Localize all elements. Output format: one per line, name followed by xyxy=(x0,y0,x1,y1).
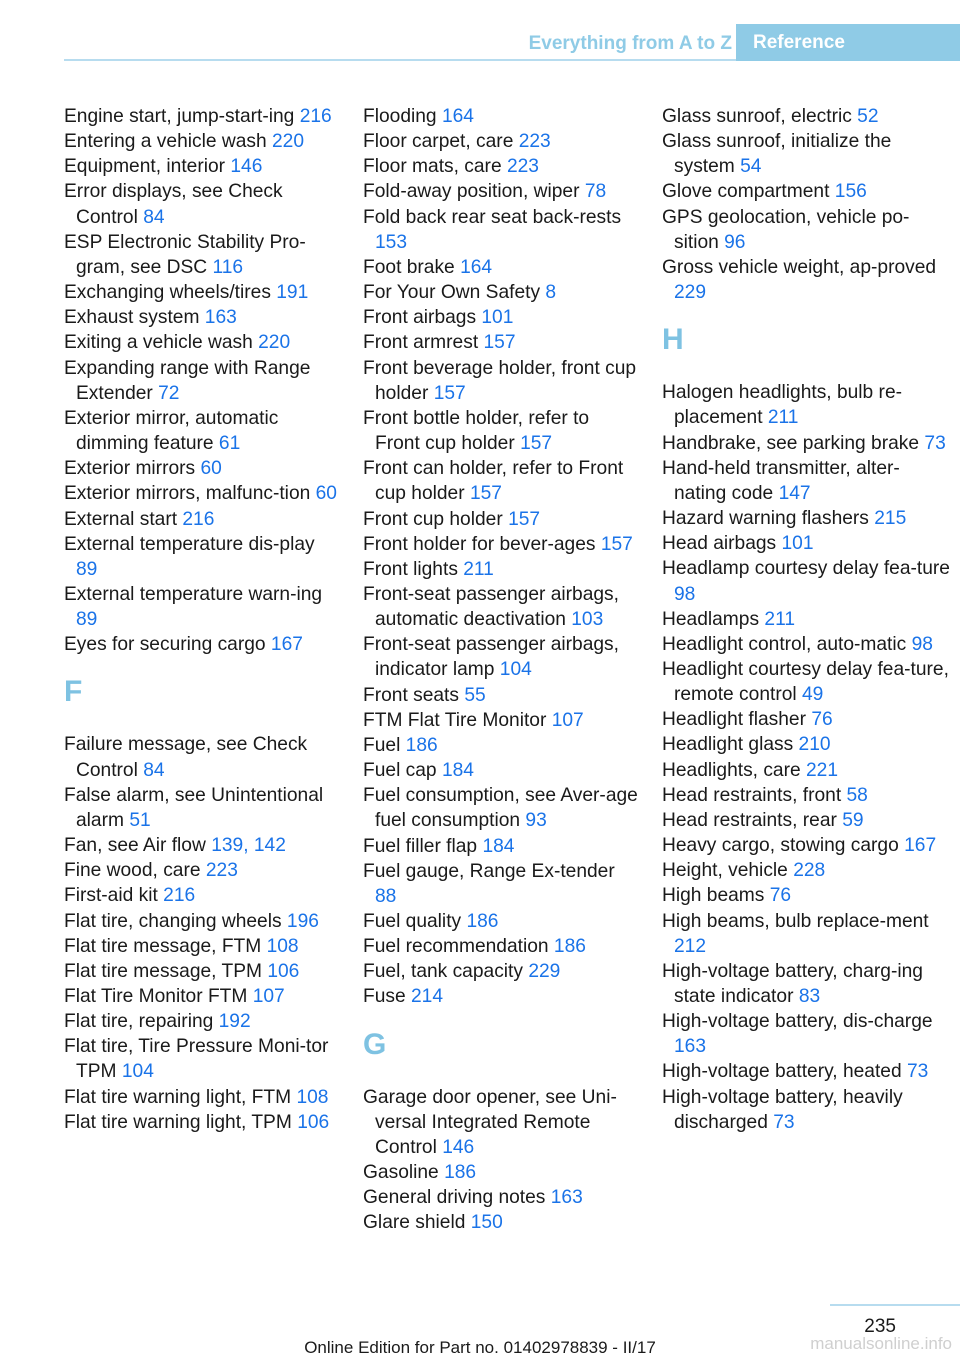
index-entry xyxy=(363,456,638,506)
index-entry-term: FTM Flat Tire Monitor xyxy=(363,709,547,731)
index-entry xyxy=(64,280,339,305)
index-entry-term: Exterior mirrors, malfunc-tion xyxy=(64,483,311,505)
index-entry-term: External temperature dis-play xyxy=(64,533,315,555)
watermark: manualsonline.info xyxy=(810,1334,952,1353)
index-letter-heading: G xyxy=(363,1027,387,1061)
index-entry-page-link[interactable]: 73 xyxy=(924,432,946,454)
index-entry-page-link[interactable]: 89 xyxy=(76,558,98,580)
index-entry-term: Headlamps xyxy=(662,608,760,630)
index-entry xyxy=(662,1009,952,1059)
index-entry-page-link[interactable]: 107 xyxy=(252,986,285,1007)
index-entry-term: Headlamp courtesy delay fea-ture xyxy=(662,558,950,580)
index-entry-page-link[interactable]: 214 xyxy=(411,986,444,1008)
index-entry-page-link[interactable]: 196 xyxy=(286,910,319,932)
index-entry-page-link[interactable]: 167 xyxy=(270,634,303,656)
index-entry-term: Front lights xyxy=(363,558,458,580)
index-entry-page-link[interactable]: 107 xyxy=(551,709,584,731)
index-entry-term: Fuse xyxy=(363,986,406,1008)
index-entry xyxy=(363,683,638,708)
index-entry-page-link[interactable]: 186 xyxy=(405,734,438,756)
index-entry xyxy=(662,858,952,883)
index-entry-term: Exterior mirror, automatic dimming feature xyxy=(64,407,279,455)
index-entry-term: Floor carpet, care xyxy=(363,131,514,153)
index-entry-page-link[interactable]: 211 xyxy=(767,407,799,429)
index-entry xyxy=(363,557,638,582)
index-entry xyxy=(662,1059,952,1084)
index-entry xyxy=(363,733,638,758)
index-entry-term: Flat tire, repairing xyxy=(64,1011,214,1033)
index-entry xyxy=(64,104,339,129)
index-entry-page-link[interactable]: 215 xyxy=(874,508,907,530)
index-entry-term: Failure message, see Check Control xyxy=(64,734,308,781)
index-entry-term: Fuel quality xyxy=(363,911,462,932)
index-entry-term: General driving notes xyxy=(363,1187,546,1209)
index-entry xyxy=(64,732,339,782)
index-entry-page-link[interactable]: 156 xyxy=(834,181,867,203)
index-entry xyxy=(64,934,339,959)
index-entry xyxy=(662,205,952,255)
index-entry-term: Gasoline xyxy=(363,1162,439,1184)
index-entry-page-link[interactable]: 157 xyxy=(600,533,633,555)
index-entry xyxy=(662,1085,952,1135)
index-entry-term: Head restraints, rear xyxy=(662,809,837,831)
index-entry xyxy=(363,632,638,682)
index-entry-term: First-aid kit xyxy=(64,885,158,907)
index-entry xyxy=(363,909,638,934)
index-entry-page-link[interactable]: 157 xyxy=(520,433,553,455)
index-entry-term: Handbrake, see parking brake xyxy=(662,432,920,454)
index-entry xyxy=(662,129,952,179)
index-entry-term: Flat tire message, TPM xyxy=(64,960,262,982)
index-entry-page-link[interactable]: 58 xyxy=(846,784,868,806)
index-entry xyxy=(662,506,952,531)
index-entry-page-link[interactable]: 88 xyxy=(375,885,397,907)
index-entry-page-link[interactable]: 223 xyxy=(518,131,551,153)
index-entry xyxy=(64,356,339,406)
index-letter-heading: H xyxy=(662,323,684,357)
index-entry-term: High-voltage battery, heavily discharged xyxy=(662,1086,903,1133)
index-entry-page-link[interactable]: 73 xyxy=(773,1111,795,1133)
index-entry-term: ESP Electronic Stability Pro-gram, see DSC xyxy=(64,231,306,278)
index-entry-term: Glass sunroof, initialize the system xyxy=(662,131,892,178)
index-entry-page-link[interactable]: 157 xyxy=(469,483,502,505)
index-entry-term: High-voltage battery, dis-charge xyxy=(662,1011,933,1033)
index-entry xyxy=(64,1009,339,1034)
index-entry-page-link[interactable]: 51 xyxy=(129,809,151,831)
index-entry xyxy=(363,984,638,1009)
index-column-1 xyxy=(64,104,339,1135)
edition-note: Online Edition for Part no. 01402978839 - II/17 xyxy=(304,1338,656,1357)
index-entry-term: Front-seat passenger airbags, indicator lamp xyxy=(363,634,619,681)
index-entry-term: Exterior mirrors xyxy=(64,458,196,480)
index-entry-term: Entering a vehicle wash xyxy=(64,131,267,153)
index-entry-page-link[interactable]: 76 xyxy=(811,709,833,731)
index-entry xyxy=(363,758,638,783)
index-entry xyxy=(64,959,339,984)
index-entry-term: Head airbags xyxy=(662,533,777,555)
index-entry-page-link[interactable]: 167 xyxy=(904,835,937,857)
index-entry xyxy=(662,833,952,858)
index-entry-page-link[interactable]: 186 xyxy=(466,911,499,932)
index-entry-term: Glove compartment xyxy=(662,181,830,203)
index-entry-term: Headlight courtesy delay fea-ture, remote control xyxy=(662,658,949,706)
index-entry xyxy=(662,959,952,1009)
index-entry xyxy=(662,607,952,632)
index-entry-page-link[interactable]: 96 xyxy=(724,231,746,253)
index-entry-page-link[interactable]: 163 xyxy=(674,1036,707,1058)
index-entry xyxy=(363,104,638,129)
index-entry-term: Flat Tire Monitor FTM xyxy=(64,986,248,1007)
index-entry-page-link[interactable]: 72 xyxy=(158,382,180,404)
index-column-3 xyxy=(662,104,952,1135)
index-entry-page-link[interactable]: 139, 142 xyxy=(211,835,286,857)
index-entry-term: Exhaust system xyxy=(64,307,200,329)
index-entry-page-link[interactable]: 229 xyxy=(528,961,561,983)
index-entry-page-link[interactable]: 210 xyxy=(798,734,831,756)
index-entry xyxy=(363,154,638,179)
index-entry xyxy=(363,129,638,154)
index-entry-page-link[interactable]: 211 xyxy=(764,608,795,630)
index-entry-term: Height, vehicle xyxy=(662,860,788,882)
index-entry-term: Headlight flasher xyxy=(662,709,806,731)
index-entry-term: For Your Own Safety xyxy=(363,282,541,304)
index-entry-term: Fuel filler flap xyxy=(363,835,478,857)
index-entry xyxy=(662,456,952,506)
index-entry xyxy=(363,356,638,406)
index-letter-heading: F xyxy=(64,675,83,709)
index-entry-term: Garage door opener, see Uni-versal Integrated Remote Control xyxy=(363,1086,617,1158)
index-entry-page-link[interactable]: 191 xyxy=(276,282,309,304)
index-entry xyxy=(662,657,952,707)
index-entry-term: Front airbags xyxy=(363,307,477,329)
index-entry-page-link[interactable]: 146 xyxy=(442,1136,475,1158)
index-entry-page-link[interactable]: 73 xyxy=(906,1061,929,1083)
index-entry xyxy=(662,179,952,204)
index-entry-page-link[interactable]: 153 xyxy=(375,231,408,253)
index-entry-page-link[interactable]: 60 xyxy=(315,483,337,505)
index-entry-page-link[interactable]: 101 xyxy=(781,533,814,555)
index-entry-page-link[interactable]: 163 xyxy=(550,1187,583,1209)
index-entry-term: Flat tire warning light, FTM xyxy=(64,1086,292,1108)
index-entry-page-link[interactable]: 61 xyxy=(218,433,241,455)
index-entry-page-link[interactable]: 157 xyxy=(433,382,466,404)
index-entry xyxy=(662,104,952,129)
index-entry-term: Fine wood, care xyxy=(64,860,201,882)
index-entry-term: Foot brake xyxy=(363,256,455,278)
index-entry-term: Fold-away position, wiper xyxy=(363,181,580,203)
index-entry-page-link[interactable]: 54 xyxy=(740,156,762,178)
index-entry-page-link[interactable]: 76 xyxy=(769,885,792,907)
index-entry-page-link[interactable]: 55 xyxy=(464,684,486,706)
index-entry-term: Fuel consumption, see Aver-age fuel consumption xyxy=(363,785,638,832)
index-entry-term: Heavy cargo, stowing cargo xyxy=(662,835,899,857)
index-entry xyxy=(662,732,952,757)
index-entry-page-link[interactable]: 93 xyxy=(525,810,547,832)
index-entry-page-link[interactable]: 164 xyxy=(460,256,493,278)
header-tab: Reference xyxy=(736,24,960,61)
index-entry xyxy=(64,582,339,632)
index-entry-term: Fuel gauge, Range Ex-tender xyxy=(363,860,615,882)
index-entry xyxy=(64,783,339,833)
index-entry-term: Equipment, interior xyxy=(64,156,226,178)
index-entry xyxy=(363,959,638,984)
index-entry-term: Fan, see Air flow xyxy=(64,835,206,857)
index-entry-term: Flat tire, Tire Pressure Moni-tor TPM xyxy=(64,1036,329,1083)
index-entry-page-link[interactable]: 184 xyxy=(441,760,474,782)
index-entry xyxy=(363,1160,638,1185)
index-entry xyxy=(64,456,339,481)
index-entry-term: Flat tire warning light, TPM xyxy=(64,1111,292,1133)
index-entry-term: False alarm, see Unintentional alarm xyxy=(64,784,324,831)
index-entry xyxy=(64,984,339,1009)
index-entry xyxy=(64,129,339,154)
index-entry xyxy=(64,1110,339,1135)
index-entry-page-link[interactable]: 84 xyxy=(143,206,165,228)
index-entry-term: Headlight glass xyxy=(662,734,794,756)
index-entry xyxy=(662,531,952,556)
index-entry-term: GPS geolocation, vehicle po-sition xyxy=(662,206,910,253)
index-entry-page-link[interactable]: 89 xyxy=(76,609,98,631)
index-entry xyxy=(363,783,638,833)
index-entry-page-link[interactable]: 186 xyxy=(553,936,586,958)
index-entry xyxy=(662,431,952,456)
index-entry xyxy=(363,532,638,557)
index-entry-page-link[interactable]: 106 xyxy=(267,960,300,982)
index-entry-term: Fold back rear seat back-rests xyxy=(363,206,622,228)
index-entry-term: Front bottle holder, refer to Front cup holder xyxy=(363,407,590,455)
index-entry-term: Head restraints, front xyxy=(662,784,842,806)
index-entry-page-link[interactable]: 146 xyxy=(230,156,263,178)
index-entry-page-link[interactable]: 98 xyxy=(911,633,933,655)
index-entry-term: Flat tire, changing wheels xyxy=(64,910,282,932)
index-entry xyxy=(363,280,638,305)
index-entry-term: Front cup holder xyxy=(363,508,503,530)
index-entry-page-link[interactable]: 157 xyxy=(483,332,516,354)
index-entry-page-link[interactable]: 108 xyxy=(296,1086,329,1108)
index-entry-page-link[interactable]: 192 xyxy=(218,1011,251,1033)
index-entry xyxy=(662,556,952,606)
index-entry xyxy=(662,883,952,908)
index-entry xyxy=(662,707,952,732)
index-entry xyxy=(64,883,339,908)
index-entry xyxy=(64,406,339,456)
index-entry xyxy=(363,179,638,204)
index-entry xyxy=(363,934,638,959)
index-entry-page-link[interactable]: 220 xyxy=(272,131,305,153)
index-entry xyxy=(64,909,339,934)
page-number: 235 xyxy=(864,1316,896,1337)
index-entry-page-link[interactable]: 101 xyxy=(481,307,514,329)
index-entry xyxy=(64,632,339,657)
index-entry-page-link[interactable]: 150 xyxy=(470,1212,503,1234)
index-entry xyxy=(64,305,339,330)
index-entry-page-link[interactable]: 216 xyxy=(163,885,196,907)
index-entry-term: Headlights, care xyxy=(662,759,801,781)
index-entry-page-link[interactable]: 229 xyxy=(674,282,707,304)
index-entry xyxy=(363,708,638,733)
index-entry-term: Glass sunroof, electric xyxy=(662,106,852,127)
index-entry-term: Front-seat passenger airbags, automatic deactivation xyxy=(363,583,619,631)
index-entry xyxy=(363,255,638,280)
index-entry-page-link[interactable]: 184 xyxy=(482,835,515,857)
index-entry-page-link[interactable]: 220 xyxy=(258,332,291,354)
index-entry-page-link[interactable]: 49 xyxy=(801,684,824,706)
index-entry xyxy=(64,154,339,179)
index-entry-page-link[interactable]: 60 xyxy=(200,458,222,480)
index-column-2 xyxy=(363,104,638,1236)
index-entry-term: Halogen headlights, bulb re-placement xyxy=(662,382,903,429)
index-entry-term: Flooding xyxy=(363,106,437,127)
index-entry-term: High beams xyxy=(662,885,765,907)
index-entry-page-link[interactable]: 157 xyxy=(508,508,541,530)
index-entry-page-link[interactable]: 221 xyxy=(806,759,839,781)
index-entry-term: Hazard warning flashers xyxy=(662,508,869,530)
index-entry xyxy=(363,1185,638,1210)
index-entry xyxy=(363,406,638,456)
index-entry-page-link[interactable]: 106 xyxy=(297,1111,330,1133)
index-entry-page-link[interactable]: 223 xyxy=(506,156,539,178)
index-entry xyxy=(363,582,638,632)
index-entry xyxy=(363,305,638,330)
index-entry-term: Floor mats, care xyxy=(363,156,502,178)
index-entry-term: Fuel, tank capacity xyxy=(363,961,523,983)
index-entry-term: Flat tire message, FTM xyxy=(64,935,262,957)
index-entry-page-link[interactable]: 211 xyxy=(463,558,494,580)
index-entry-term: Gross vehicle weight, ap-proved xyxy=(662,256,937,278)
index-entry-term: Fuel xyxy=(363,734,401,756)
index-entry xyxy=(64,1034,339,1084)
index-entry-page-link[interactable]: 78 xyxy=(584,181,607,203)
index-entry xyxy=(363,205,638,255)
index-entry xyxy=(662,783,952,808)
index-entry-page-link[interactable]: 116 xyxy=(212,256,244,278)
index-entry xyxy=(64,833,339,858)
index-entry xyxy=(64,481,339,506)
index-entry xyxy=(363,1210,638,1235)
index-entry-page-link[interactable]: 163 xyxy=(204,307,237,329)
index-entry-page-link[interactable]: 108 xyxy=(266,935,299,957)
index-entry-page-link[interactable]: 147 xyxy=(778,482,811,504)
index-entry xyxy=(64,330,339,355)
index-entry xyxy=(363,330,638,355)
index-entry xyxy=(662,632,952,657)
header-section-title: Everything from A to Z xyxy=(528,33,732,54)
index-entry xyxy=(662,380,952,430)
index-entry-page-link[interactable]: 216 xyxy=(299,106,332,127)
index-entry xyxy=(662,909,952,959)
index-entry-page-link[interactable]: 83 xyxy=(798,986,821,1007)
index-entry-term: External temperature warn-ing xyxy=(64,583,323,605)
index-entry-page-link[interactable]: 98 xyxy=(674,583,696,605)
index-entry-term: Fuel recommendation xyxy=(363,936,549,958)
index-entry-term: Glare shield xyxy=(363,1212,466,1234)
index-entry-page-link[interactable]: 84 xyxy=(143,759,165,781)
index-entry xyxy=(64,179,339,229)
index-entry-term: Front armrest xyxy=(363,332,479,354)
footer-rule xyxy=(830,1304,960,1306)
index-entry-term: Front seats xyxy=(363,684,459,706)
index-entry-term: External start xyxy=(64,508,178,530)
index-entry-term: High-voltage battery, charg-ing state indicator xyxy=(662,960,923,1007)
index-entry xyxy=(64,507,339,532)
index-entry-term: Eyes for securing cargo xyxy=(64,634,266,656)
index-entry-page-link[interactable]: 164 xyxy=(441,106,474,127)
index-entry-term: Front can holder, refer to Front cup holder xyxy=(363,458,624,505)
index-entry-term: Error displays, see Check Control xyxy=(64,181,283,228)
index-entry-term: Exchanging wheels/tires xyxy=(64,282,271,304)
index-entry-page-link[interactable]: 52 xyxy=(857,106,879,127)
index-entry xyxy=(64,858,339,883)
index-entry xyxy=(363,859,638,909)
index-entry xyxy=(64,532,339,582)
index-entry-term: Expanding range with Range Extender xyxy=(64,357,311,404)
index-entry xyxy=(363,1085,638,1160)
index-entry-page-link[interactable]: 104 xyxy=(121,1061,154,1083)
index-entry-page-link[interactable]: 8 xyxy=(545,282,557,304)
index-entry-term: Front holder for bever-ages xyxy=(363,533,596,555)
index-entry-page-link[interactable]: 212 xyxy=(674,935,707,957)
index-entry xyxy=(662,758,952,783)
index-entry xyxy=(64,230,339,280)
index-entry xyxy=(363,834,638,859)
index-entry-page-link[interactable]: 103 xyxy=(571,609,604,631)
index-entry-page-link[interactable]: 216 xyxy=(182,508,215,530)
index-entry-page-link[interactable]: 59 xyxy=(842,809,864,831)
index-entry xyxy=(363,507,638,532)
index-entry-term: Front beverage holder, front cup holder xyxy=(363,357,637,404)
index-entry-page-link[interactable]: 104 xyxy=(499,659,532,681)
index-entry xyxy=(64,1085,339,1110)
index-entry-term: Exiting a vehicle wash xyxy=(64,332,253,354)
index-entry-term: High-voltage battery, heated xyxy=(662,1061,902,1083)
index-entry-page-link[interactable]: 223 xyxy=(205,860,238,882)
index-entry xyxy=(662,255,952,305)
index-entry-page-link[interactable]: 186 xyxy=(444,1162,477,1184)
index-entry-term: Headlight control, auto-matic xyxy=(662,633,907,655)
index-entry-page-link[interactable]: 228 xyxy=(793,860,826,882)
index-entry-term: High beams, bulb replace-ment xyxy=(662,910,929,932)
index-entry-term: Hand-held transmitter, alter-nating code xyxy=(662,457,900,504)
index-entry-term: Fuel cap xyxy=(363,760,437,782)
index-entry xyxy=(662,808,952,833)
index-entry-term: Engine start, jump-start-ing xyxy=(64,106,295,127)
